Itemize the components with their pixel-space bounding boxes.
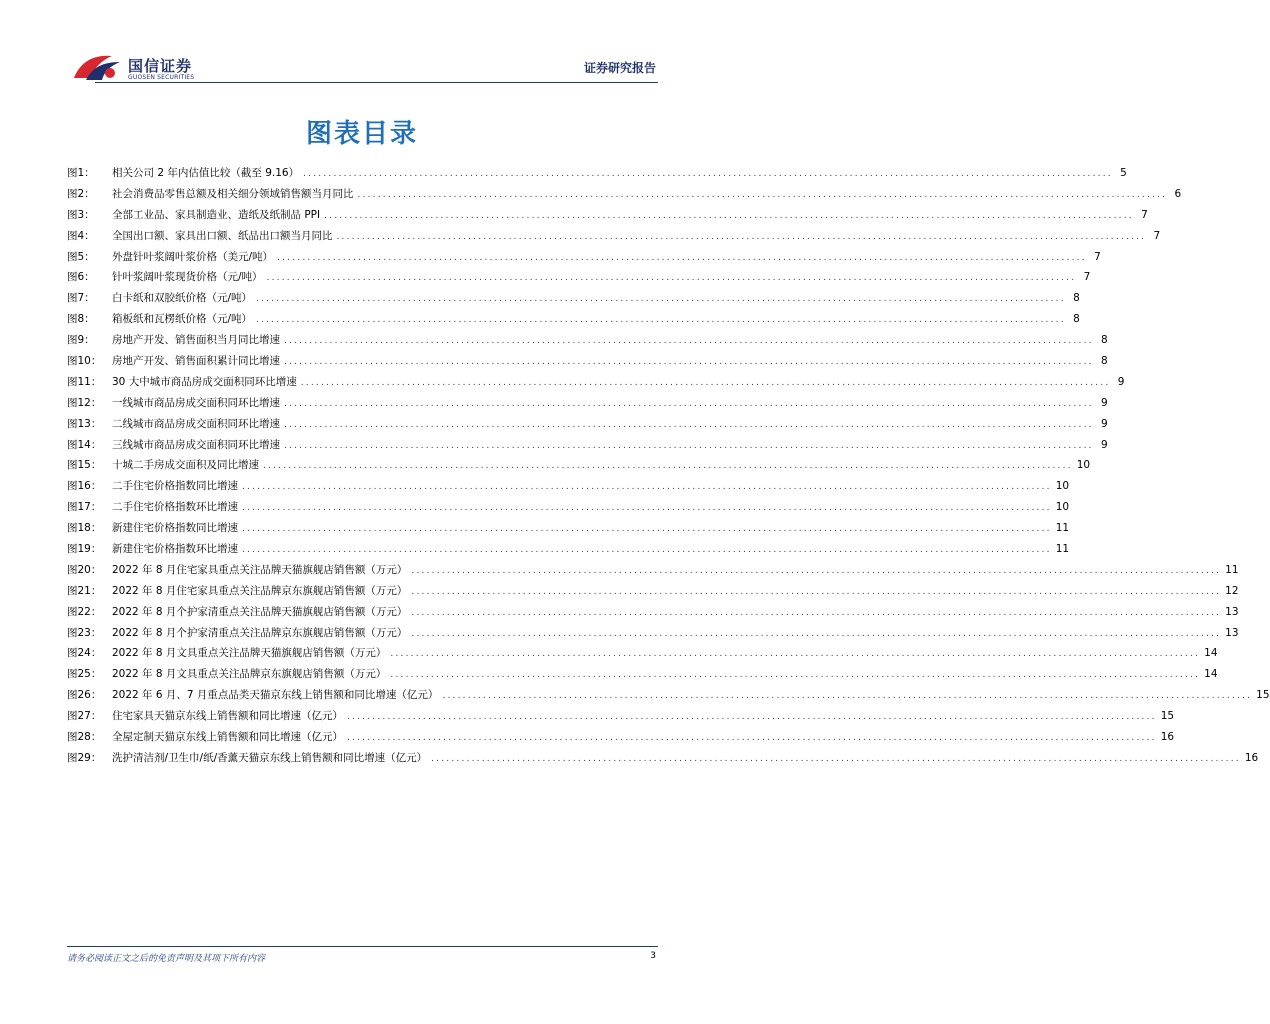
toc-entry-title: 洗护清洁剂/卫生巾/纸/香薰天猫京东线上销售额和同比增速（亿元） xyxy=(112,751,428,764)
toc-entry-number: 图7： xyxy=(67,292,95,305)
toc-entry-page: 10 xyxy=(1076,459,1091,472)
toc-entry[interactable] xyxy=(67,520,1070,541)
toc-dot-leader: ................................................................................................................................................................ xyxy=(284,440,1094,451)
toc-dot-leader: ................................................................................................................................................................ xyxy=(303,169,1113,179)
toc-dot-leader: ................................................................................................................................................................ xyxy=(411,628,1222,639)
toc-entry[interactable] xyxy=(67,311,1080,332)
toc-entry[interactable] xyxy=(67,457,1091,478)
toc-entry-number: 图20： xyxy=(67,563,102,576)
toc-entry-title: 2022 年 8 月住宅家具重点关注品牌京东旗舰店销售额（万元） xyxy=(112,584,408,597)
toc-entry[interactable] xyxy=(67,604,1239,625)
toc-entry-title: 社会消费品零售总额及相关细分领域销售额当月同比 xyxy=(112,187,354,200)
toc-dot-leader: ................................................................................................................................................................ xyxy=(336,231,1147,242)
page-title: 图表目录 xyxy=(305,119,418,149)
toc-entry[interactable] xyxy=(67,645,1218,666)
toc-entry[interactable] xyxy=(67,478,1070,499)
toc-entry-page: 9 xyxy=(1101,438,1108,451)
toc-entry-title: 全国出口额、家具出口额、纸品出口额当月同比 xyxy=(112,229,333,242)
toc-dot-leader: ................................................................................................................................................................ xyxy=(347,712,1157,723)
toc-entry-page: 11 xyxy=(1225,563,1239,576)
toc-entry[interactable] xyxy=(67,332,1108,353)
toc-dot-leader: ................................................................................................................................................................ xyxy=(411,565,1222,576)
toc-entry-page: 16 xyxy=(1160,731,1175,744)
toc-entry-title: 2022 年 8 月文具重点关注品牌天猫旗舰店销售额（万元） xyxy=(112,647,387,660)
toc-dot-leader: ................................................................................................................................................................ xyxy=(390,649,1201,660)
toc-entry-page: 6 xyxy=(1174,187,1182,200)
toc-entry-title: 二手住宅价格指数同比增速 xyxy=(112,480,238,493)
toc-entry-title: 房地产开发、销售面积累计同比增速 xyxy=(112,355,280,368)
toc-dot-leader: ................................................................................................................................................................ xyxy=(411,607,1222,618)
toc-entry-page: 15 xyxy=(1160,710,1175,723)
toc-entry-number: 图8： xyxy=(67,313,95,326)
toc-entry[interactable] xyxy=(67,207,1148,228)
toc-entry[interactable] xyxy=(67,290,1080,311)
logo-chinese-name: 国信证券 xyxy=(128,57,193,75)
toc-dot-leader: ................................................................................................................................................................ xyxy=(390,670,1201,681)
toc-entry-title: 新建住宅价格指数环比增速 xyxy=(112,543,238,556)
toc-dot-leader: ................................................................................................................................................................ xyxy=(263,461,1073,472)
toc-dot-leader: ................................................................................................................................................................ xyxy=(300,377,1111,388)
toc-entry-number: 图15： xyxy=(67,459,102,472)
toc-entry-number: 图5： xyxy=(67,250,95,263)
toc-dot-leader: ................................................................................................................................................................ xyxy=(431,753,1241,764)
toc-dot-leader: ................................................................................................................................................................ xyxy=(242,482,1052,493)
toc-entry-number: 图27： xyxy=(67,710,102,723)
toc-entry-number: 图29： xyxy=(67,751,102,764)
toc-entry-number: 图22： xyxy=(67,605,102,618)
toc-entry-number: 图12： xyxy=(67,396,102,409)
toc-dot-leader: ................................................................................................................................................................ xyxy=(324,210,1134,221)
toc-entry-number: 图9： xyxy=(67,334,95,347)
toc-entry[interactable] xyxy=(67,374,1125,395)
company-logo xyxy=(72,52,207,84)
toc-dot-leader: ................................................................................................................................................................ xyxy=(242,524,1052,535)
toc-entry-number: 图11： xyxy=(67,375,102,388)
toc-entry-title: 外盘针叶浆阔叶浆价格（美元/吨） xyxy=(112,250,274,263)
footer-disclaimer: 请务必阅读正文之后的免责声明及其项下所有内容 xyxy=(67,954,266,964)
toc-dot-leader: ................................................................................................................................................................ xyxy=(357,189,1168,200)
toc-entry[interactable] xyxy=(67,228,1161,249)
toc-entry-page: 7 xyxy=(1153,229,1161,242)
toc-entry-title: 全屋定制天猫京东线上销售额和同比增速（亿元） xyxy=(112,731,343,744)
toc-entry[interactable] xyxy=(67,687,1270,708)
toc-entry-number: 图1： xyxy=(67,167,95,179)
toc-entry-number: 图3： xyxy=(67,208,95,221)
toc-entry-page: 10 xyxy=(1055,480,1070,493)
toc-entry-title: 针叶浆阔叶浆现货价格（元/吨） xyxy=(112,271,263,284)
toc-entry-title: 相关公司 2 年内估值比较（截至 9.16） xyxy=(112,167,300,179)
toc-entry[interactable] xyxy=(67,583,1239,604)
toc-entry[interactable] xyxy=(67,729,1175,750)
toc-entry-number: 图10： xyxy=(67,355,102,368)
toc-entry[interactable] xyxy=(67,562,1239,583)
toc-entry-page: 14 xyxy=(1204,647,1218,660)
toc-entry-number: 图18： xyxy=(67,522,102,535)
toc-entry-page: 12 xyxy=(1225,584,1239,597)
page-number: 3 xyxy=(650,951,656,961)
toc-entry-number: 图13： xyxy=(67,417,102,430)
header-divider xyxy=(95,82,658,83)
toc-entry-title: 2022 年 6 月、7 月重点品类天猫京东线上销售额和同比增速（亿元） xyxy=(112,689,439,702)
toc-entry[interactable] xyxy=(67,666,1218,687)
toc-entry-page: 9 xyxy=(1101,417,1108,430)
toc-entry-title: 住宅家具天猫京东线上销售额和同比增速（亿元） xyxy=(112,710,343,723)
toc-entry-page: 10 xyxy=(1055,501,1070,514)
toc-entry-title: 新建住宅价格指数同比增速 xyxy=(112,522,238,535)
toc-entry[interactable] xyxy=(67,165,1127,186)
toc-entry-title: 2022 年 8 月住宅家具重点关注品牌天猫旗舰店销售额（万元） xyxy=(112,563,408,576)
toc-entry-title: 箱板纸和瓦楞纸价格（元/吨） xyxy=(112,313,253,326)
toc-dot-leader: ................................................................................................................................................................ xyxy=(347,733,1157,744)
toc-entry[interactable] xyxy=(67,437,1108,458)
toc-entry-title: 十城二手房成交面积及同比增速 xyxy=(112,459,259,472)
toc-entry[interactable] xyxy=(67,541,1070,562)
toc-entry[interactable] xyxy=(67,625,1239,646)
toc-entry-title: 白卡纸和双胶纸价格（元/吨） xyxy=(112,292,253,305)
toc-entry-page: 13 xyxy=(1225,626,1239,639)
toc-entry-page: 7 xyxy=(1141,208,1148,221)
toc-entry-page: 11 xyxy=(1055,543,1070,556)
toc-entry-page: 16 xyxy=(1244,751,1259,764)
toc-entry-number: 图17： xyxy=(67,501,102,514)
toc-entry[interactable] xyxy=(67,186,1182,207)
toc-entry-title: 30 大中城市商品房成交面积同环比增速 xyxy=(112,375,297,388)
toc-entry-number: 图25： xyxy=(67,668,102,681)
toc-dot-leader: ................................................................................................................................................................ xyxy=(284,357,1094,368)
toc-entry-number: 图6： xyxy=(67,271,95,284)
page-header xyxy=(0,0,724,90)
toc-dot-leader: ................................................................................................................................................................ xyxy=(266,273,1077,284)
report-type-label: 证券研究报告 xyxy=(583,61,656,75)
toc-entry-page: 8 xyxy=(1101,355,1108,368)
toc-entry-page: 5 xyxy=(1120,167,1127,179)
toc-entry-page: 9 xyxy=(1101,396,1108,409)
toc-entry-page: 15 xyxy=(1256,689,1270,702)
toc-dot-leader: ................................................................................................................................................................ xyxy=(277,252,1087,263)
toc-entry-number: 图14： xyxy=(67,438,102,451)
toc-entry-number: 图28： xyxy=(67,731,102,744)
toc-dot-leader: ................................................................................................................................................................ xyxy=(411,586,1222,597)
toc-entry-number: 图24： xyxy=(67,647,102,660)
toc-entry[interactable] xyxy=(67,269,1091,290)
figure-table-of-contents xyxy=(67,165,1270,771)
toc-entry-page: 14 xyxy=(1204,668,1218,681)
toc-entry-title: 2022 年 8 月个护家清重点关注品牌京东旗舰店销售额（万元） xyxy=(112,626,408,639)
toc-entry-title: 2022 年 8 月文具重点关注品牌京东旗舰店销售额（万元） xyxy=(112,668,387,681)
toc-entry[interactable] xyxy=(67,416,1108,437)
toc-entry-title: 一线城市商品房成交面积同环比增速 xyxy=(112,396,280,409)
toc-entry-number: 图2： xyxy=(67,187,95,200)
toc-dot-leader: ................................................................................................................................................................ xyxy=(256,294,1066,305)
toc-dot-leader: ................................................................................................................................................................ xyxy=(442,691,1253,702)
toc-entry-number: 图4： xyxy=(67,229,95,242)
toc-entry[interactable] xyxy=(67,708,1175,729)
toc-entry-page: 9 xyxy=(1117,375,1125,388)
logo-english-name: GUOSEN SECURITIES xyxy=(128,74,195,81)
footer-divider xyxy=(67,946,658,947)
toc-entry[interactable] xyxy=(67,499,1070,520)
toc-entry-title: 二线城市商品房成交面积同环比增速 xyxy=(112,417,280,430)
toc-entry-number: 图21： xyxy=(67,584,102,597)
toc-entry-title: 房地产开发、销售面积当月同比增速 xyxy=(112,334,280,347)
toc-entry-title: 二手住宅价格指数环比增速 xyxy=(112,501,238,514)
toc-entry-page: 11 xyxy=(1055,522,1070,535)
guosen-logo-icon xyxy=(72,52,124,82)
toc-entry-page: 8 xyxy=(1073,313,1080,326)
toc-dot-leader: ................................................................................................................................................................ xyxy=(242,503,1052,514)
toc-entry-page: 8 xyxy=(1101,334,1108,347)
toc-entry-number: 图19： xyxy=(67,543,102,556)
toc-entry-title: 三线城市商品房成交面积同环比增速 xyxy=(112,438,280,451)
toc-entry-number: 图26： xyxy=(67,689,102,702)
toc-entry[interactable] xyxy=(67,249,1101,270)
toc-dot-leader: ................................................................................................................................................................ xyxy=(242,545,1052,556)
toc-dot-leader: ................................................................................................................................................................ xyxy=(284,398,1094,409)
toc-entry-title: 2022 年 8 月个护家清重点关注品牌天猫旗舰店销售额（万元） xyxy=(112,605,408,618)
toc-entry-page: 7 xyxy=(1094,250,1101,263)
toc-entry[interactable] xyxy=(67,750,1259,771)
toc-entry[interactable] xyxy=(67,395,1108,416)
toc-entry[interactable] xyxy=(67,353,1108,374)
toc-dot-leader: ................................................................................................................................................................ xyxy=(256,315,1066,326)
toc-entry-page: 8 xyxy=(1073,292,1080,305)
toc-dot-leader: ................................................................................................................................................................ xyxy=(284,336,1094,347)
toc-entry-number: 图23： xyxy=(67,626,102,639)
toc-entry-title: 全部工业品、家具制造业、造纸及纸制品 PPI xyxy=(112,208,321,221)
toc-entry-page: 13 xyxy=(1225,605,1239,618)
toc-dot-leader: ................................................................................................................................................................ xyxy=(284,419,1094,430)
toc-entry-page: 7 xyxy=(1083,271,1091,284)
toc-entry-number: 图16： xyxy=(67,480,102,493)
